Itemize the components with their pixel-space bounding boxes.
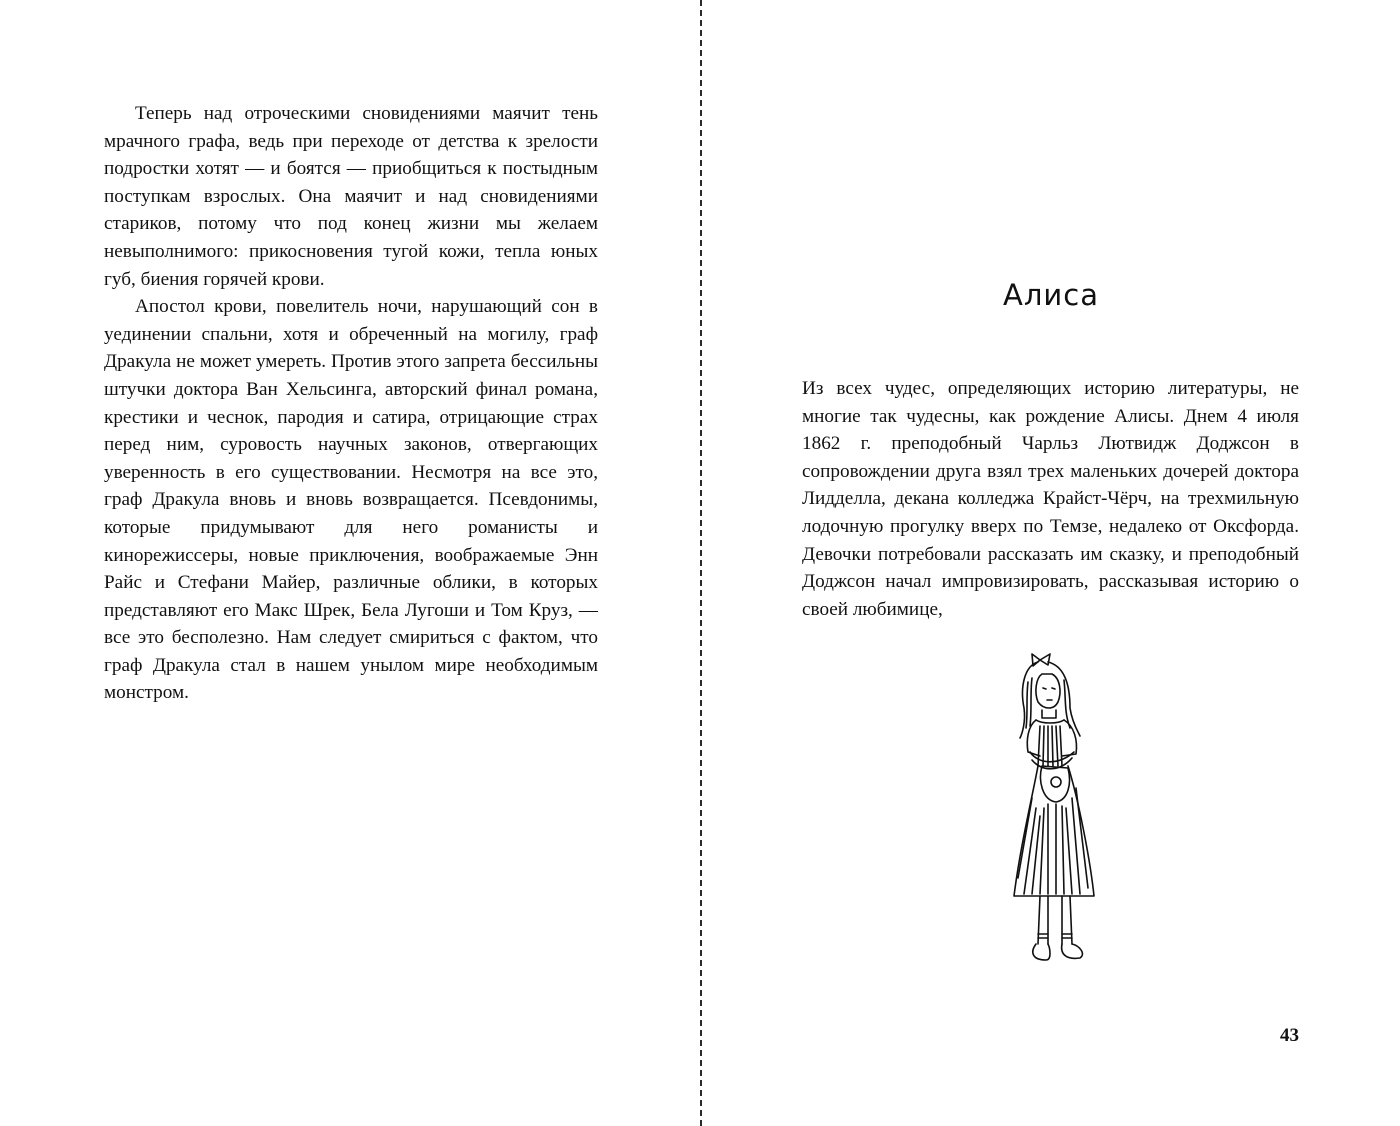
paragraph: Апостол крови, повелитель ночи, нарушающий сон в уединении спальни, хотя и обреченный на могилу, граф Дракула не может умереть. Против этого запрета бессильны штучки доктора Ван Хельсинга, авторский финал романа, крестики и чеснок, пародия и сатира, отрицающие страх перед ним, суровость научных законов, отвергающих уверенность в его существовании. Несмотря на все это, граф Дракула вновь и вновь возвращается. Псевдонимы, которые придумывают для него романисты и кинорежиссеры, новые приключения, воображаемые Энн Райс и Стефани Майер, различные облики, в которых представляют его Макс Шрек, Бела Лугоши и Том Круз, — все это бесполезно. Нам следует смириться с фактом, что граф Дракула стал в нашем унылом мире необходимым монстром. bbox=[104, 296, 598, 704]
right-page-text bbox=[802, 375, 1299, 623]
left-page-text bbox=[104, 100, 598, 707]
alice-girl-illustration bbox=[1002, 648, 1112, 983]
right-page bbox=[702, 0, 1400, 1126]
paragraph: Теперь над отроческими сновидениями маячит тень мрачного графа, ведь при переходе от детства к зрелости подростки хотят — и боятся — приобщиться к постыдным поступкам взрослых. Она маячит и над сновидениями стариков, потому что под конец жизни мы желаем невыполнимого: прикосновения тугой кожи, тепла юных губ, биения горячей крови. bbox=[104, 103, 598, 290]
paragraph: Из всех чудес, определяющих историю литературы, не многие так чудесны, как рождение Алисы. Днем 4 июля 1862 г. преподобный Чарльз Лютвидж Доджсон в сопровождении друга взял трех маленьких дочерей доктора Лидделла, декана колледжа Крайст-Чёрч, на трехмильную лодочную прогулку вверх по Темзе, недалеко от Оксфорда. Девочки потребовали рассказать им сказку, и преподобный Доджсон начал импровизировать, рассказывая историю о своей любимице, bbox=[802, 378, 1299, 620]
chapter-title: Алиса bbox=[1003, 278, 1099, 312]
page-number: 43 bbox=[1280, 1025, 1299, 1046]
